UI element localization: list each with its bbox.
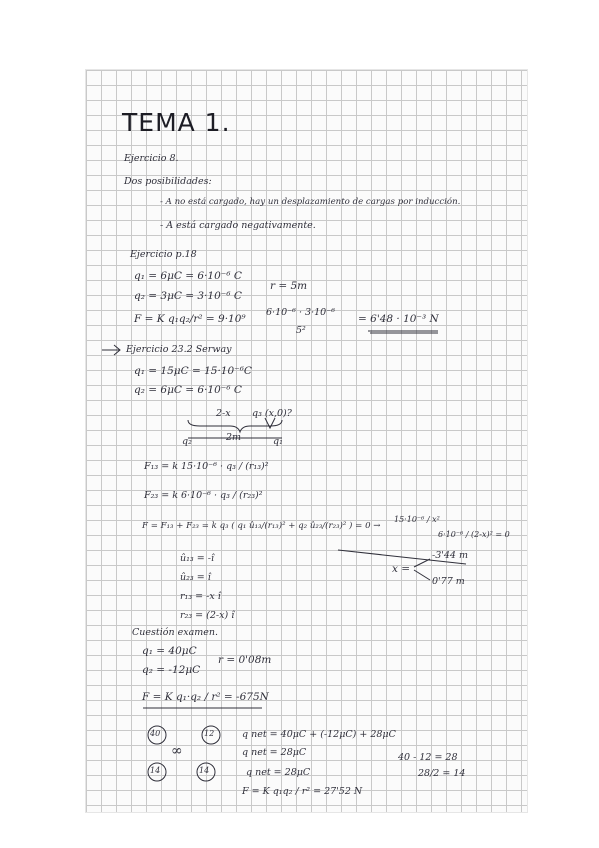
position-r23: r₂₃ = (2-x) î [180,610,235,621]
ej18-q2: q₂ = 3μC = 3·10⁻⁶ C [134,290,242,302]
brace-top [188,420,282,432]
exam-force: F = K q₁·q₂ / r² = -675N [142,691,269,703]
ej8-option-2: - A está cargado negativamente. [160,220,316,231]
force-f23: F₂₃ = k 6·10⁻⁶ · q₃ / (r₂₃)² [144,490,263,501]
diagram-label-2-x: 2-x [216,408,231,419]
diagram-label-q1: q₁ [273,436,283,447]
ej23-heading: Ejercicio 23.2 Serway [126,344,232,355]
root-branch-down [414,570,430,580]
ej23-q2: q₂ = 6μC = 6·10⁻⁶ C [134,384,242,396]
arith-subtraction: 40 - 12 = 28 [398,752,458,763]
diagram-label-q3: q₃ (x,0)? [252,408,292,419]
ej18-distance: r = 5m [270,280,308,292]
diagram-label-q2: q₂ [182,436,192,447]
circle-label-14a: 14 [150,766,161,775]
qnet-line-1: q net = 40μC + (-12μC) + 28μC [242,729,396,740]
circle-label-40: 40 [150,729,161,738]
exam-heading: Cuestión examen. [132,627,219,638]
force-total: F = F₁₃ + F₂₃ = k q₃ ( q₁ û₁₃/(r₁₃)² + q₂ û₂₃/(r₂₃)² ) = 0 → [142,521,381,531]
force-eq-right: 6·10⁻⁶ / (2-x)² = 0 [438,530,510,539]
x-root-1: -3'44 m [432,550,468,561]
ej18-q1: q₁ = 6μC = 6·10⁻⁶ C [134,270,242,282]
ej18-fraction-numerator: 6·10⁻⁶ · 3·10⁻⁶ [266,307,336,318]
unit-vector-u13: û₁₃ = -î [180,553,214,564]
exam-q2: q₂ = -12μC [142,664,201,676]
ej18-heading: Ejercicio p.18 [130,249,197,260]
diagram-label-distance: 2m [226,432,242,443]
qnet-line-2: q net = 28μC [242,747,307,758]
exam-distance: r = 0'08m [218,654,272,666]
ej8-option-1: - A no está cargado, hay un desplazamiento de cargas por inducción. [160,197,461,207]
arith-division: 28/2 = 14 [418,768,466,779]
infinity-symbol: ∞ [171,743,183,759]
x-label: x = [392,563,411,575]
ej8-heading: Ejercicio 8. [124,153,179,164]
force-f13: F₁₃ = k 15·10⁻⁶ · q₃ / (r₁₃)² [144,461,269,472]
page-title: TEMA 1. [122,108,231,137]
ej18-result: = 6'48 · 10⁻³ N [358,313,439,325]
x-root-2: 0'77 m [432,576,465,587]
circle-label-12: 12 [204,729,215,738]
exam-q1: q₁ = 40μC [142,645,197,657]
unit-vector-u23: û₂₃ = î [180,572,211,583]
ej23-q1: q₁ = 15μC = 15·10⁻⁶C [134,365,252,377]
ej18-force-formula: F = K q₁q₂/r² = 9·10⁹ [134,313,246,325]
position-r13: r₁₃ = -x î [180,591,221,602]
ej8-intro: Dos posibilidades: [124,176,212,187]
circle-label-14b: 14 [199,766,210,775]
force-eq-left: 15·10⁻⁶ / x² [394,515,440,524]
side-arrow [102,345,120,355]
ej18-fraction-denominator: 5² [296,325,306,336]
exam-final-force: F = K q₁q₂ / r² = 27'52 N [242,786,363,797]
qnet-line-3: q net = 28μC [246,767,311,778]
